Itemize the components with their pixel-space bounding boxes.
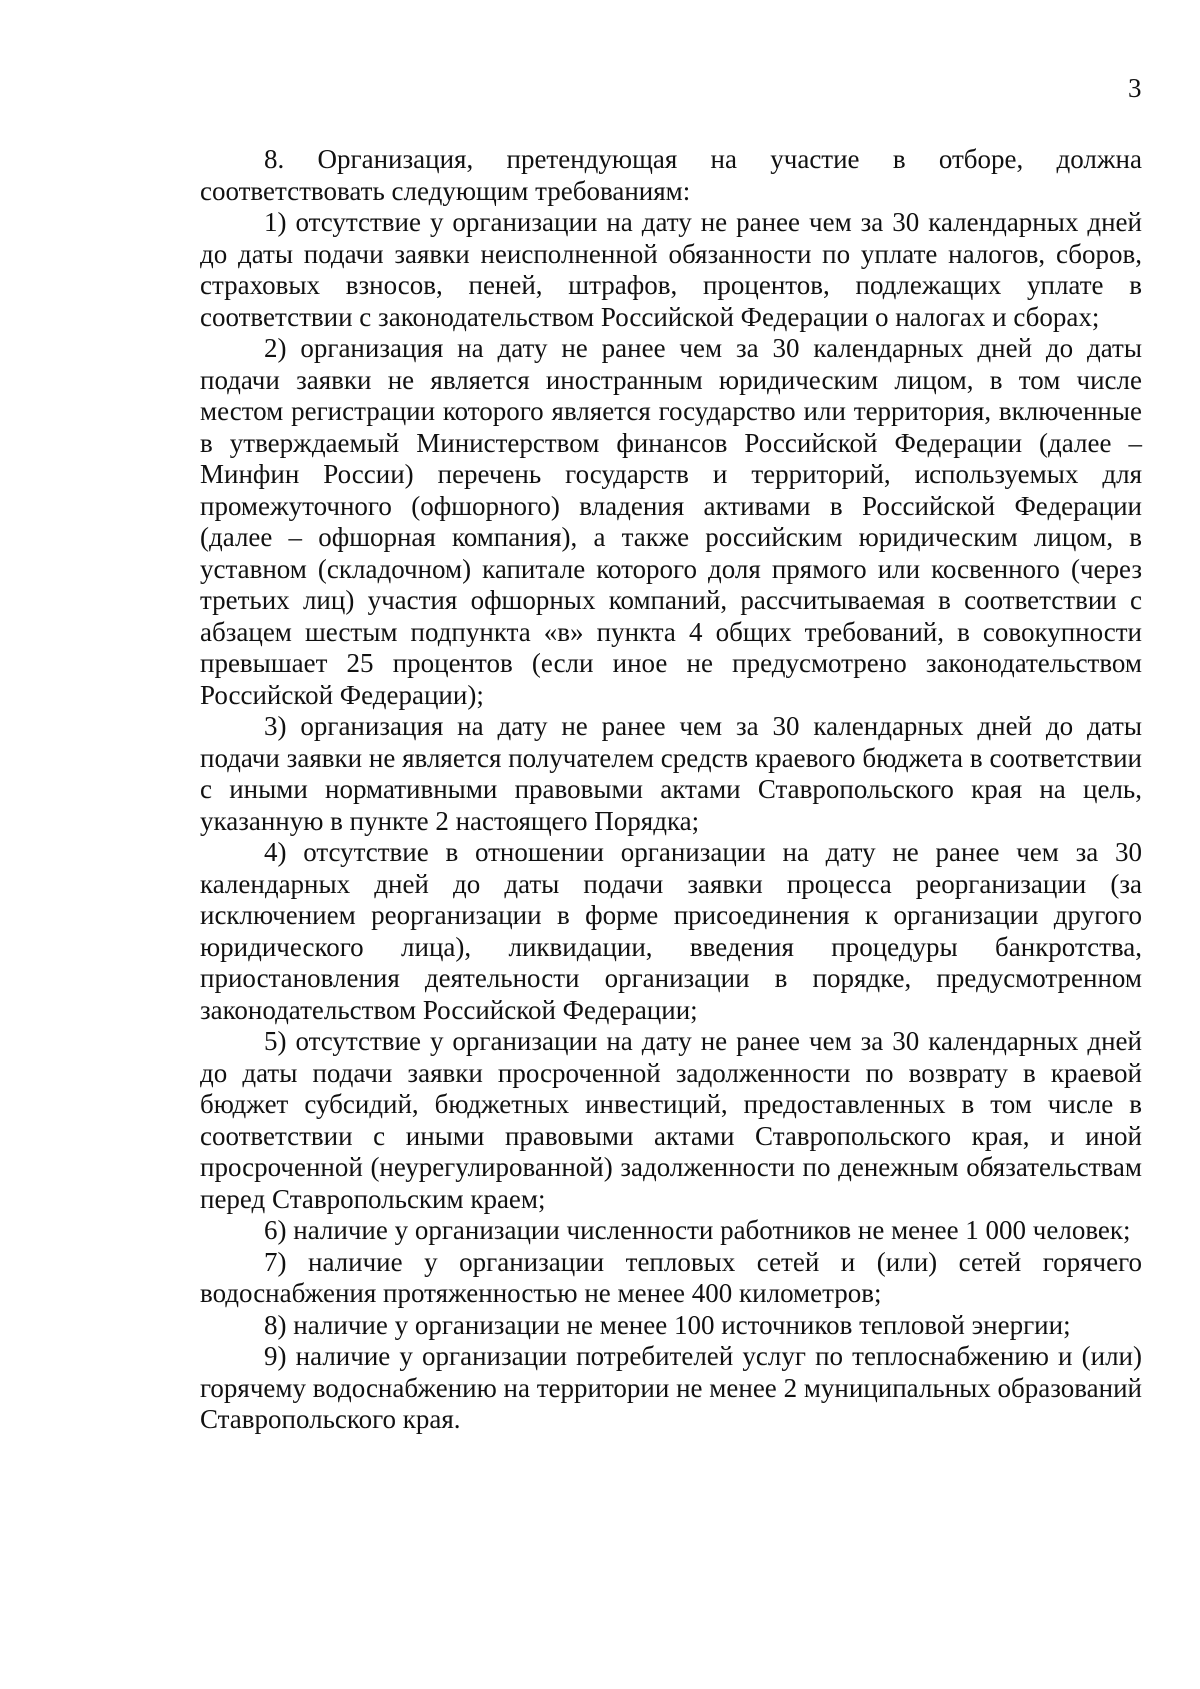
document-body (200, 144, 1142, 1436)
paragraph-requirement-7: 7) наличие у организации тепловых сетей и (или) сетей горячего водоснабжения протяженностью не менее 400 километров; (200, 1246, 1142, 1308)
paragraph-requirement-1: 1) отсутствие у организации на дату не ранее чем за 30 календарных дней до даты подачи заявки неисполненной обязанности по уплате налогов, сборов, страховых взносов, пеней, штрафов, процентов, подлежащих уплате в соответствии с законодательством Российской Федерации о налогах и сборах; (200, 207, 1142, 332)
paragraph-requirement-9: 9) наличие у организации потребителей услуг по теплоснабжению и (или) горячему водоснабжению на территории не менее 2 муниципальных образований Ставропольского края. (200, 1341, 1142, 1434)
paragraph-requirement-5: 5) отсутствие у организации на дату не ранее чем за 30 календарных дней до даты подачи заявки просроченной задолженности по возврату в краевой бюджет субсидий, бюджетных инвестиций, предоставленных в том числе в соответствии с иными правовыми актами Ставропольского края, и иной просроченной (неурегулированной) задолженности по денежным обязательствам перед Ставропольским краем; (200, 1026, 1142, 1214)
paragraph-requirement-4: 4) отсутствие в отношении организации на дату не ранее чем за 30 календарных дней до даты подачи заявки процесса реорганизации (за исключением реорганизации в форме присоединения к организации другого юридического лица), ликвидации, введения процедуры банкротства, приостановления деятельности организации в порядке, предусмотренном законодательством Российской Федерации; (200, 837, 1142, 1025)
page-number: 3 (1128, 73, 1142, 103)
paragraph-requirement-8: 8) наличие у организации не менее 100 источников тепловой энергии; (264, 1309, 1071, 1340)
paragraph-requirement-3: 3) организация на дату не ранее чем за 30 календарных дней до даты подачи заявки не является получателем средств краевого бюджета в соответствии с иными нормативными правовыми актами Ставропольского края на цель, указанную в пункте 2 настоящего Порядка; (200, 711, 1142, 836)
paragraph-requirement-2: 2) организация на дату не ранее чем за 30 календарных дней до даты подачи заявки не является иностранным юридическим лицом, в том числе местом регистрации которого является государство или территория, включенные в утверждаемый Министерством финансов Российской Федерации (далее – Минфин России) перечень государств и территорий, используемых для промежуточного (офшорного) владения активами в Российской Федерации (далее – офшорная компания), а также российским юридическим лицом, в уставном (складочном) капитале которого доля прямого или косвенного (через третьих лиц) участия офшорных компаний, рассчитываемая в соответствии с абзацем шестым подпункта «в» пункта 4 общих требований, в совокупности превышает 25 процентов (если иное не предусмотрено законодательством Российской Федерации); (200, 333, 1142, 710)
paragraph-requirement-6: 6) наличие у организации численности работников не менее 1 000 человек; (264, 1215, 1131, 1245)
paragraph-requirements-intro: 8. Организация, претендующая на участие в отборе, должна соответствовать следующим требованиям: (200, 144, 1142, 206)
